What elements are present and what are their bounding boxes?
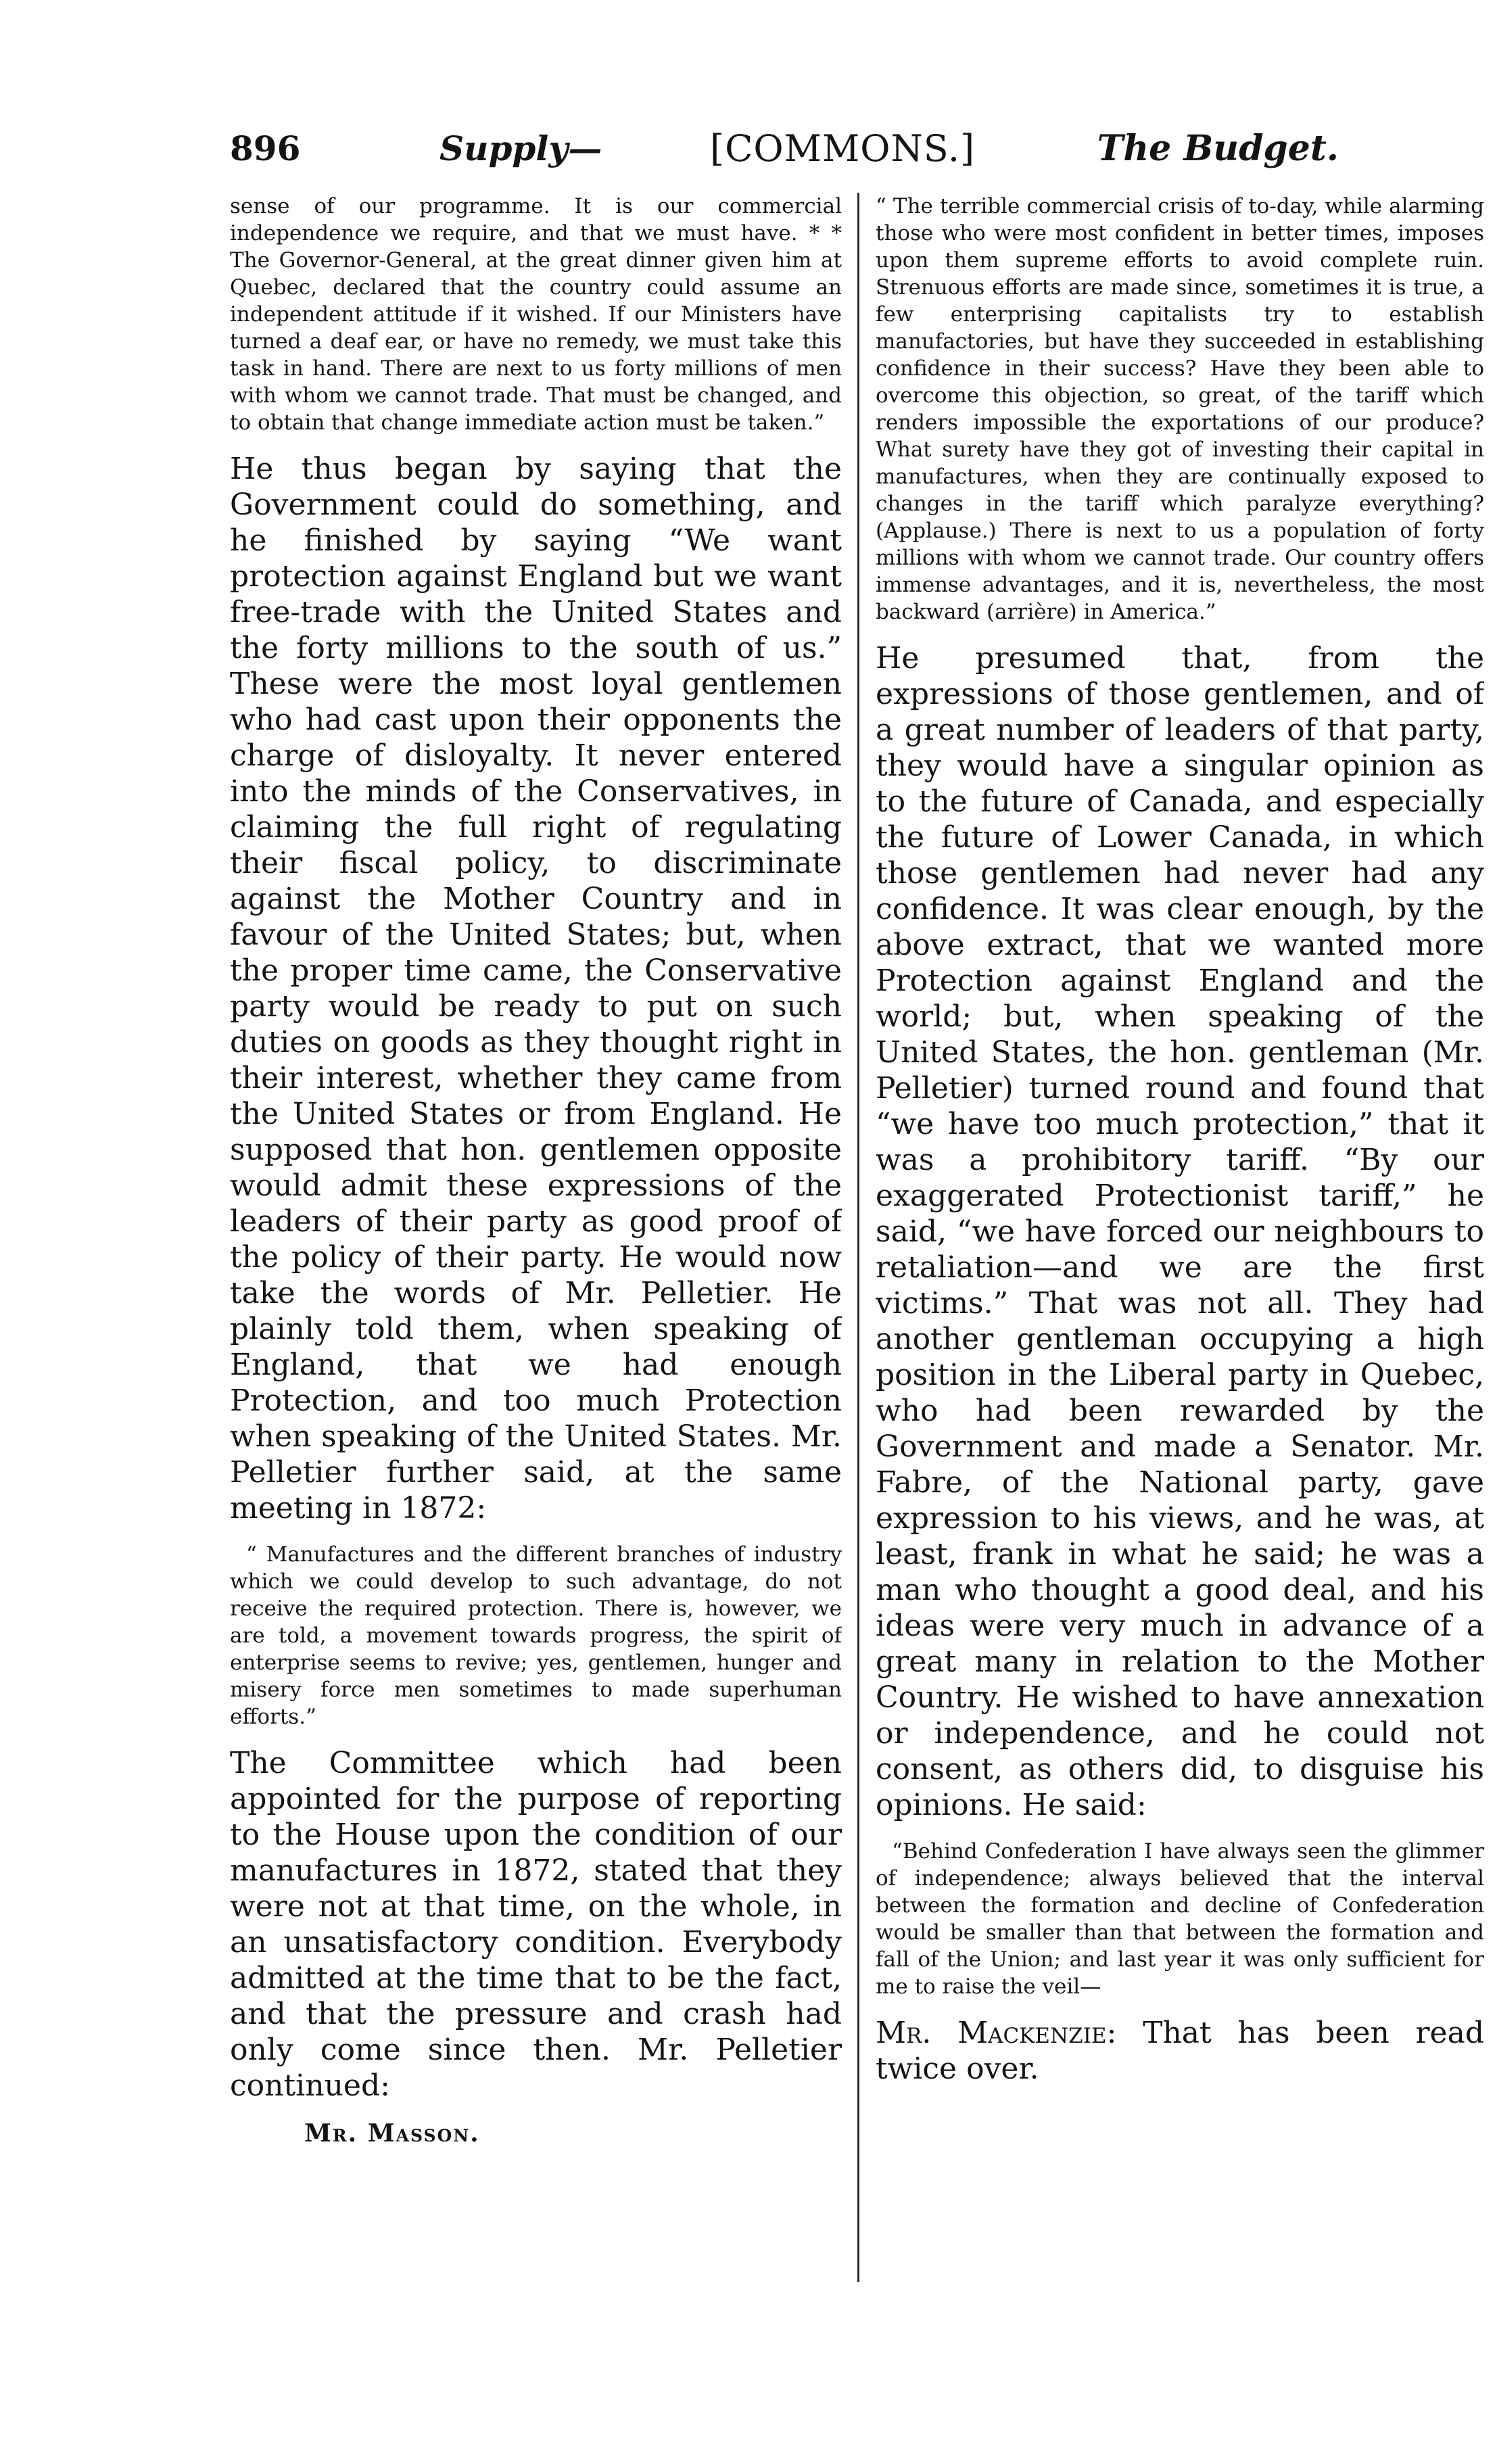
body-paragraph: He presumed that, from the expressions of those gentlemen, and of a great number of leaders of that party, they would have a singular opinion as to the future of Canada, and especially the future of Lower Canada, in which those gentlemen had never had any confidence. It was clear enough, by the above extract, that we wanted more Protection against England and the world; but, when speaking of the United States, the hon. gentleman (Mr. Pelletier) turned round and found that “we have too much protection,” that it was a prohibitory tariff. “By our exaggerated Protectionist tariff,” he said, “we have forced our neighbours to retaliation—and we are the first victims.” That was not all. They had another gentleman occupying a high position in the Liberal party in Quebec, who had been rewarded by the Government and made a Senator. Mr. Fabre, of the National party, gave expression to his views, and he was, at least, frank in what he said; he was a man who thought a good deal, and his ideas were very much in advance of a great many in relation to the Mother Country. He wished to have annexation or independence, and he could not consent, as others did, to disguise his opinions. He said: bbox=[876, 641, 1484, 1822]
left-column bbox=[230, 193, 842, 2455]
header-section: Supply— bbox=[439, 128, 602, 168]
catchword: Mr. Masson. bbox=[304, 2119, 480, 2148]
page-number: 896 bbox=[230, 128, 301, 168]
quoted-passage: “ Manufactures and the different branches of industry which we could develop to such advantage, do not receive the required protection. There is, however, we are told, a movement towards progress, the spirit of enterprise seems to revive; yes, gentlemen, hunger and misery force men sometimes to made superhuman efforts.” bbox=[230, 1542, 842, 1729]
column-divider bbox=[857, 193, 859, 2282]
header-chamber: [COMMONS.] bbox=[710, 127, 976, 170]
speech-text: That has been read twice over. bbox=[876, 2016, 1484, 2086]
body-paragraph: The Committee which had been appointed for the purpose of reporting to the House upon the condition of our manufactures in 1872, stated that they were not at that time, on the whole, in an unsatisfactory condition. Everybody admitted at the time that to be the fact, and that the pressure and crash had only come since then. Mr. Pelletier continued: bbox=[230, 1746, 842, 2103]
body-paragraph: He thus began by saying that the Government could do something, and he finished by saying “We want protection against England but we want free-trade with the United States and the forty millions to the south of us.” These were the most loyal gentlemen who had cast upon their opponents the charge of disloyalty. It never entered into the minds of the Conservatives, in claiming the full right of regulating their fiscal policy, to discriminate against the Mother Country and in favour of the United States; but, when the proper time came, the Conservative party would be ready to put on such duties on goods as they thought right in their interest, whether they came from the United States or from England. He supposed that hon. gentlemen opposite would admit these expressions of the leaders of their party as good proof of the policy of their party. He would now take the words of Mr. Pelletier. He plainly told them, when speaking of England, that we had enough Protection, and too much Protection when speaking of the United States. Mr. Pelletier further said, at the same meeting in 1872: bbox=[230, 452, 842, 1525]
running-header bbox=[230, 122, 1339, 176]
speech-paragraph bbox=[876, 2015, 1484, 2087]
right-column bbox=[876, 193, 1484, 2455]
quoted-passage: sense of our programme. It is our commercial independence we require, and that we must have. * * The Governor-General, at the great dinner given him at Quebec, declared that the country could assume an independent attitude if it wished. If our Ministers have turned a deaf ear, or have no remedy, we must take this task in hand. There are next to us forty millions of men with whom we cannot trade. That must be changed, and to obtain that change immediate action must be taken.” bbox=[230, 194, 842, 435]
quoted-passage: “ The terrible commercial crisis of to-day, while alarming those who were most confident in better times, imposes upon them supreme efforts to avoid complete ruin. Strenuous efforts are made since, sometimes it is true, a few enterprising capitalists try to establish manufactories, but have they succeeded in establishing confidence in their success? Have they been able to overcome this objection, so great, of the tariff which renders impossible the exportations of our produce? What surety have they got of investing their capital in manufactures, when they are continually exposed to changes in the tariff which paralyze everything? (Applause.) There is next to us a population of forty millions with whom we cannot trade. Our country offers immense advantages, and it is, nevertheless, the most backward (arrière) in America.” bbox=[876, 194, 1484, 624]
quoted-passage: “Behind Confederation I have always seen the glimmer of independence; always believed that the interval between the formation and decline of Confederation would be smaller than that between the formation and fall of the Union; and last year it was only sufficient for me to raise the veil— bbox=[876, 1839, 1484, 1999]
header-topic: The Budget. bbox=[1097, 128, 1339, 169]
speaker-name: Mr. Mackenzie: bbox=[876, 2016, 1117, 2050]
